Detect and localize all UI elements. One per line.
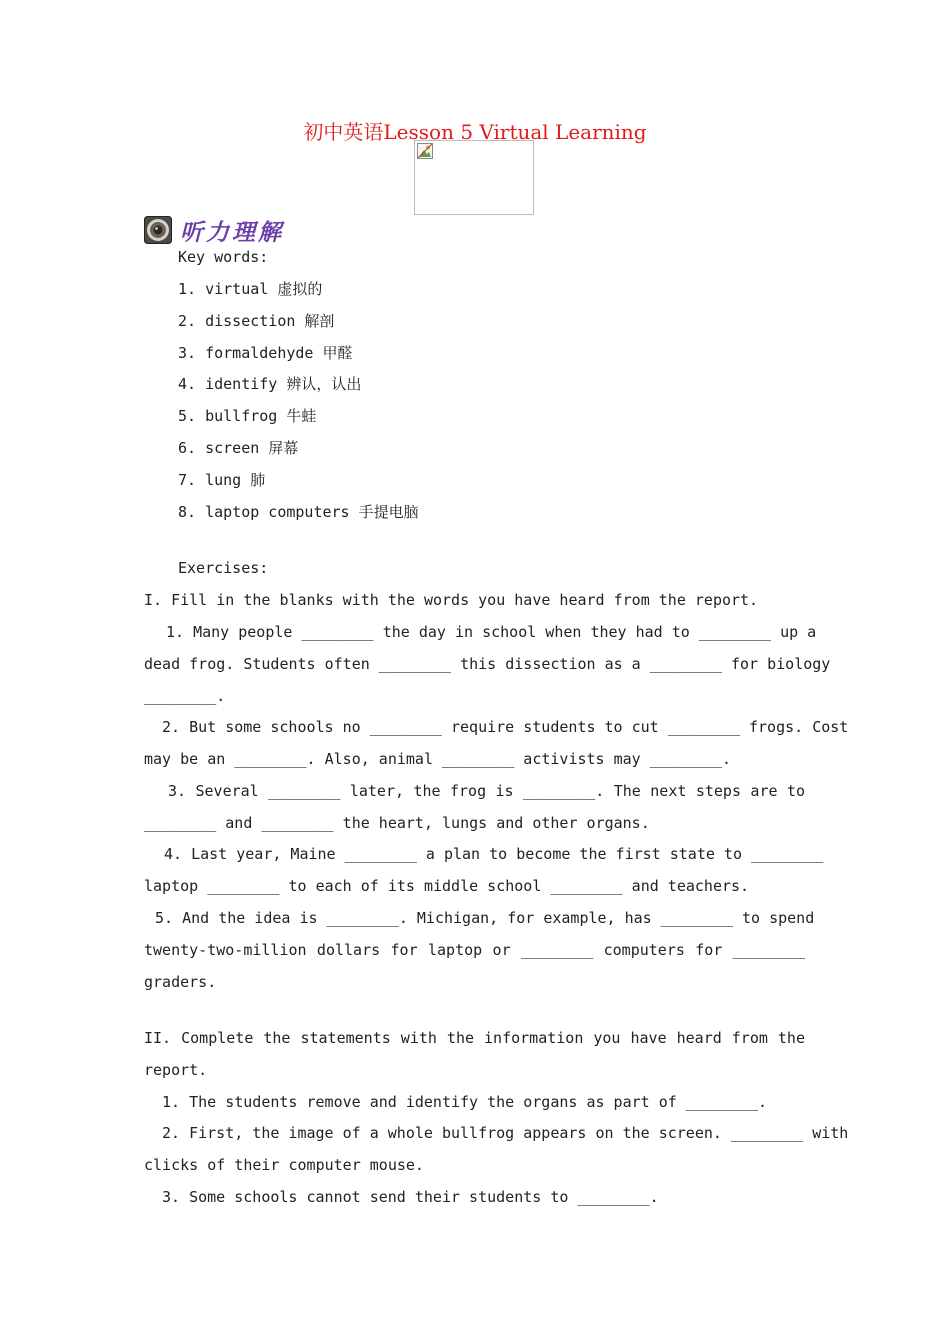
key-word-item: 7. lung 肺 (178, 471, 266, 489)
exercise-line: 2. But some schools no ________ require students to cut ________ frogs. Cost (162, 718, 849, 736)
exercise-line: may be an ________. Also, animal ________ activists may ________. (144, 750, 731, 768)
part1-heading: I. Fill in the blanks with the words you have heard from the report. (144, 591, 759, 609)
page-title: 初中英语Lesson 5 Virtual Learning (303, 120, 647, 144)
part2-heading-cont: report. (144, 1061, 208, 1079)
exercise-line: 3. Several ________ later, the frog is ________. The next steps are to (168, 782, 805, 800)
speaker-icon (144, 216, 172, 244)
statement-line: clicks of their computer mouse. (144, 1156, 424, 1174)
exercise-line: ________ and ________ the heart, lungs and other organs. (144, 814, 650, 832)
statement-line: 3. Some schools cannot send their students to ________. (162, 1188, 659, 1206)
key-word-item: 5. bullfrog 牛蛙 (178, 407, 317, 425)
key-word-item: 4. identify 辨认，认出 (178, 375, 362, 393)
exercise-line: ________. (144, 687, 226, 705)
exercises-label: Exercises: (178, 559, 269, 577)
key-words-label: Key words: (178, 248, 269, 266)
statement-line: 2. First, the image of a whole bullfrog appears on the screen. ________ with (162, 1124, 849, 1142)
key-word-item: 2. dissection 解剖 (178, 312, 335, 330)
exercise-line: twenty-two-million dollars for laptop or ________ computers for ________ (144, 941, 805, 959)
exercise-line: graders. (144, 973, 217, 991)
exercise-line: 5. And the idea is ________. Michigan, for example, has ________ to spend (155, 909, 815, 927)
exercise-line: dead frog. Students often ________ this dissection as a ________ for biology (144, 655, 831, 673)
exercise-line: 4. Last year, Maine ________ a plan to become the first state to ________ (164, 845, 824, 863)
key-word-item: 8. laptop computers 手提电脑 (178, 503, 419, 521)
key-word-item: 6. screen 屏幕 (178, 439, 299, 457)
section-title: 听力理解 (180, 220, 284, 246)
exercise-line: 1. Many people ________ the day in school when they had to ________ up a (166, 623, 817, 641)
broken-image-placeholder (414, 140, 534, 215)
key-word-item: 1. virtual 虚拟的 (178, 280, 323, 298)
part2-heading: II. Complete the statements with the information you have heard from the (144, 1029, 805, 1047)
broken-image-icon (417, 143, 433, 159)
exercise-line: laptop ________ to each of its middle school ________ and teachers. (144, 877, 750, 895)
statement-line: 1. The students remove and identify the organs as part of ________. (162, 1093, 768, 1111)
key-word-item: 3. formaldehyde 甲醛 (178, 344, 353, 362)
